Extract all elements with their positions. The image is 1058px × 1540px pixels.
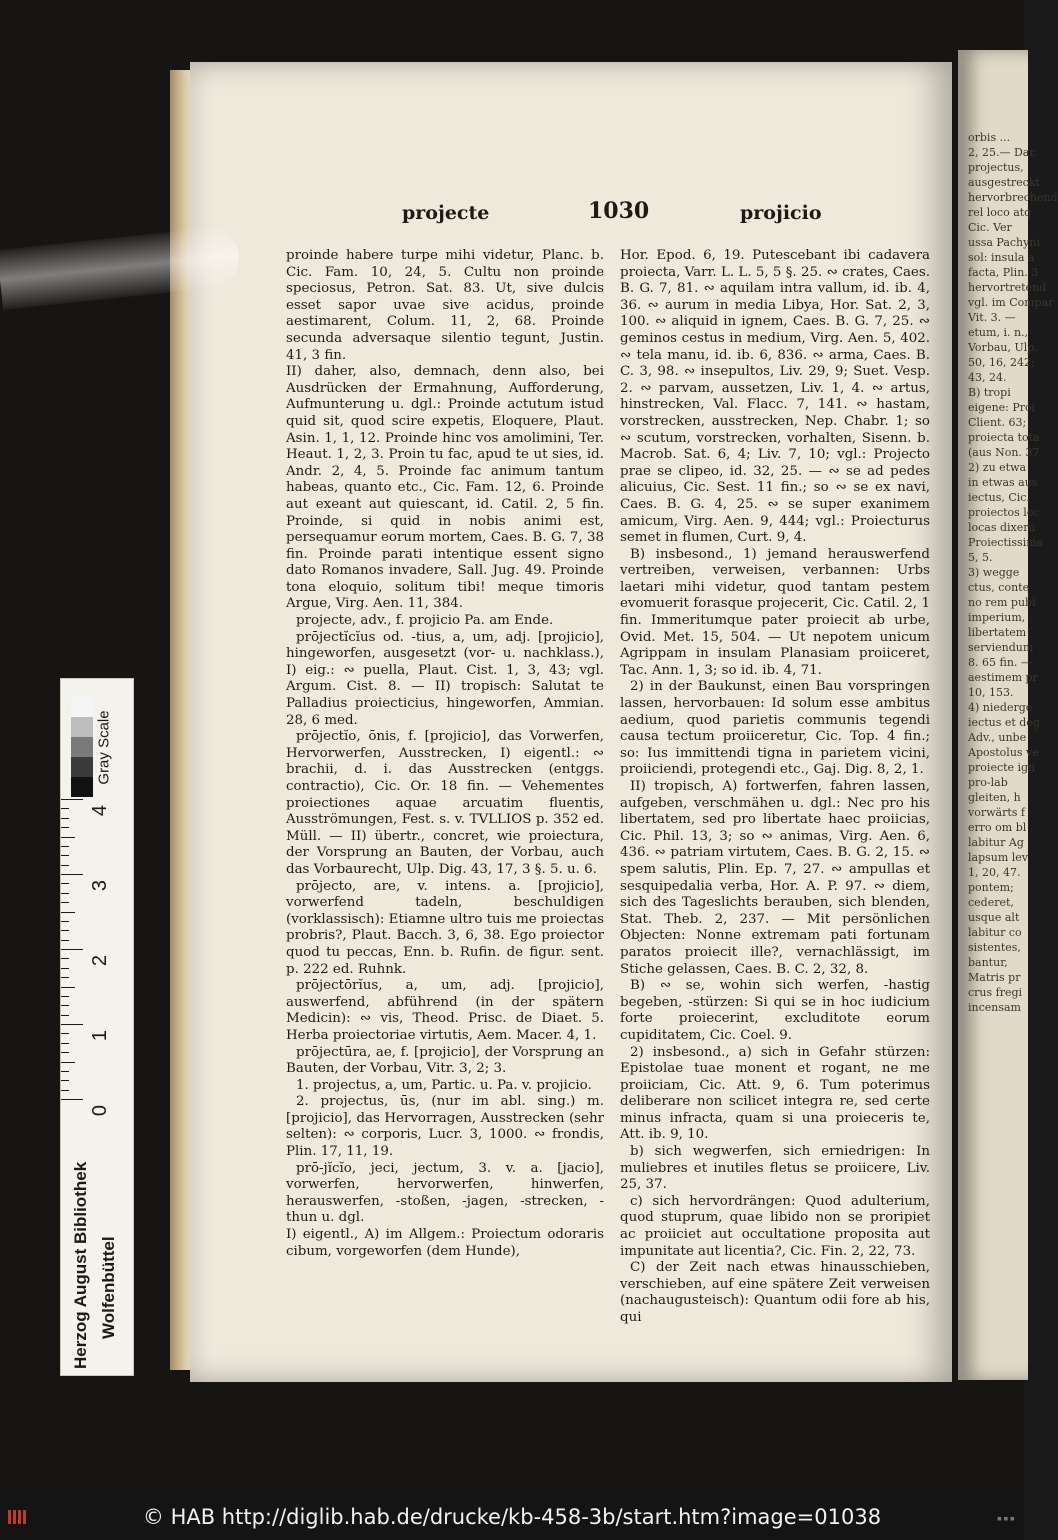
next-page-fragment: rel loco atq bbox=[968, 206, 1032, 219]
color-reference-ruler bbox=[60, 678, 134, 1376]
next-page-fragment: 10, 153. bbox=[968, 686, 1014, 699]
next-page-fragment: Adv., unbe bbox=[968, 731, 1027, 744]
next-page-fragment: ctus, conte bbox=[968, 581, 1030, 594]
next-page-fragment: crus fregi bbox=[968, 986, 1023, 999]
next-page-fragment: vorwärts f bbox=[968, 806, 1025, 819]
entry-paragraph: 2. projectus, ūs, (nur im abl. sing.) m. [projicio], das Hervorragen, Ausstrecken (sehr selten): ∾ corporis, Lucr. 3, 1000. ∾ frondis, Plin. 17, 11, 19. bbox=[286, 1094, 604, 1160]
entry-paragraph: C) der Zeit nach etwas hinausschieben, verschieben, auf eine spätere Zeit verweisen (nachaugusteisch): Quantum odii fore ab his, qui bbox=[620, 1260, 930, 1325]
entry-paragraph: prōjectĭo, ōnis, f. [projicio], das Vorwerfen, Hervorwerfen, Ausstrecken, I) eigentl.: ∾ brachii, d. i. das Ausstrecken (entggs. contractio), Cic. Or. 18 fin. — Vehementes proiectiones aquae arcuatim fluentis, Ausströmungen, Fest. s. v. TVLLIOS p. 352 ed. Müll. — II) übertr., concret, wie proiectura, der Vorsprung an Bauten, der Vorbau, auch das Vorbaurecht, Ulp. Dig. 43, 17, 3 §. 5. u. 6. bbox=[286, 729, 604, 877]
next-page-fragment: 3) wegge bbox=[968, 566, 1020, 579]
scale-number: 2 bbox=[89, 954, 112, 967]
next-page-fragment: proiectos loc bbox=[968, 506, 1040, 519]
next-page-fragment: iectus et deg bbox=[968, 716, 1040, 729]
scale-tick bbox=[61, 808, 69, 809]
scale-tick bbox=[61, 1080, 69, 1081]
page-number: 1030 bbox=[588, 198, 650, 224]
next-page-fragment: 1, 20, 47. bbox=[968, 866, 1021, 879]
scale-tick bbox=[61, 921, 69, 922]
scale-tick bbox=[61, 855, 69, 856]
scale-tick bbox=[61, 902, 69, 903]
entry-paragraph: prōjectōrĭus, a, um, adj. [projicio], auswerfend, abführend (in der spätern Medicin): ∾ vis, Theod. Prisc. de Diaet. 5. Herba proiectoriae virtutis, Aem. Macer. 4, 1. bbox=[286, 978, 604, 1043]
entry-paragraph: II) tropisch, A) fortwerfen, fahren lassen, aufgeben, verschmähen u. dgl.: Nec pro his libertatem, sed pro libertate haec proiicias, Cic. Phil. 13, 3; so ∾ animas, Virg. Aen. 6, 436. ∾ patriam virtutem, Caes. B. G. 2, 15. ∾ spem salutis, Plin. Ep. 7, 27. ∾ ampullas et sesquipedalia verba, Hor. A. P. 97. ∾ diem, sich des Tageslichts berauben, sich blenden, Stat. Theb. 2, 237. — Mit persönlichen Objecten: Nonne extremam pati fortunam paratos proiecit ille?, vernachlässigt, im Stiche gelassen, Caes. B. C. 2, 32, 8. bbox=[620, 779, 930, 977]
scale-tick bbox=[61, 846, 69, 847]
scale-tick bbox=[61, 827, 69, 828]
next-page-fragment: hervorbrechend bbox=[968, 191, 1058, 204]
next-page-fragment: B) tropi bbox=[968, 386, 1011, 399]
next-page-fragment: bantur, bbox=[968, 956, 1008, 969]
next-page-fragment: gleiten, h bbox=[968, 791, 1021, 804]
scale-number: 0 bbox=[89, 1104, 112, 1117]
next-page-fragment: 8. 65 fin. — bbox=[968, 656, 1032, 669]
next-page-fragment: labitur co bbox=[968, 926, 1022, 939]
next-page-fragment: Proiectissima bbox=[968, 536, 1044, 549]
next-page-fragment: etum, i. n., bbox=[968, 326, 1029, 339]
dictionary-page bbox=[190, 62, 952, 1382]
left-column bbox=[286, 248, 604, 1260]
scale-tick bbox=[61, 912, 75, 913]
entry-paragraph: Hor. Epod. 6, 19. Putescebant ibi cadavera proiecta, Varr. L. L. 5, 5 §. 25. ∾ crates, Caes. B. G. 7, 81. ∾ aquilam intra vallum, id. ib. 4, 36. ∾ aurum in media Libya, Hor. Sat. 2, 3, 100. ∾ aliquid in ignem, Caes. B. G. 7, 25. ∾ geminos cestus in medium, Virg. Aen. 5, 402. ∾ tela manu, id. ib. 6, 836. ∾ arma, Caes. B. C. 3, 98. ∾ insepultos, Liv. 29, 9; Suet. Vesp. 2. ∾ parvam, aussetzen, Liv. 1, 4. ∾ artus, hinstrecken, Val. Flacc. 7, 141. ∾ hastam, vorstrecken, ausstrecken, Nep. Chabr. 1; so ∾ scutum, vorstrecken, vorhalten, Sisenn. b. Macrob. Sat. 6, 4; Liv. 7, 10; vgl.: Projecto prae se clipeo, id. 32, 25. — ∾ se ad pedes alicuius, Cic. Sest. 11 fin.; so ∾ se ex navi, Caes. B. G. 4, 25. ∾ se super exanimem amicum, Virg. Aen. 9, 444; vgl.: Proiecturus semet in flumen, Curt. 9, 4. bbox=[620, 248, 930, 546]
next-page-fragment: Vorbau, Ulp. bbox=[968, 341, 1038, 354]
scale-tick bbox=[61, 949, 83, 950]
next-page-fragment: locas dixeru bbox=[968, 521, 1036, 534]
next-page-fragment: facta, Plin. 3 bbox=[968, 266, 1039, 279]
next-page-fragment: sol: insula a bbox=[968, 251, 1035, 264]
scale-tick bbox=[61, 1099, 83, 1100]
copyright-url[interactable]: © HAB http://diglib.hab.de/drucke/kb-458-3b/start.htm?image=01038 bbox=[142, 1505, 882, 1529]
library-location: Wolfenbüttel bbox=[99, 1236, 118, 1339]
next-page-fragment: aestimem pr bbox=[968, 671, 1038, 684]
entry-paragraph: prōjecto, are, v. intens. a. [projicio], vorwerfend tadeln, beschuldigen (vorklassisch): Etiamne ultro tuis me proiectas probris?, Plaut. Bacch. 3, 6, 38. Ego proiector quod tu peccas, Enn. b. Rufin. de figur. sent. p. 222 ed. Ruhnk. bbox=[286, 878, 604, 977]
next-page-edge bbox=[958, 50, 1058, 1380]
scale-tick bbox=[61, 1052, 69, 1053]
next-page-fragment: orbis ... bbox=[968, 131, 1011, 144]
next-page-fragment: in etwas aus bbox=[968, 476, 1038, 489]
next-page-fragment: 2, 25.— Dar. bbox=[968, 146, 1037, 159]
entry-paragraph: 2) insbesond., a) sich in Gefahr stürzen: Epistolae tuae monent et rogant, ne me proiiciam, Cic. Att. 9, 6. Tum poterimus deliberare non scilicet integra re, sed certe minus infracta, quam si una proieceris te, Att. ib. 9, 10. bbox=[620, 1044, 930, 1143]
entry-paragraph: b) sich wegwerfen, sich erniedrigen: In muliebres et inutiles fletus se proiicere, Liv. 25, 37. bbox=[620, 1144, 930, 1193]
scale-tick bbox=[61, 968, 69, 969]
scale-tick bbox=[61, 1015, 69, 1016]
entry-paragraph: B) insbesond., 1) jemand herauswerfend vertreiben, verweisen, verbannen: Urbs laetari mihi videtur, quod tantam pestem evomuerit forasque projecerit, Cic. Catil. 2, 1 fin. Immeritumque pater proiecit ab urbe, Ovid. Met. 15, 504. — Ut nepotem unicum Agrippam in insulam Planasiam proiiceret, Tac. Ann. 1, 3; so id. ib. 4, 71. bbox=[620, 546, 930, 678]
scale-tick bbox=[61, 1090, 69, 1091]
next-page-fragment: iectus, Cic. bbox=[968, 491, 1030, 504]
scale-tick bbox=[61, 940, 69, 941]
next-page-fragment: proiecta tota bbox=[968, 431, 1040, 444]
scale-number: 1 bbox=[89, 1029, 112, 1042]
scale-number: 4 bbox=[89, 804, 112, 817]
scale-tick bbox=[61, 837, 75, 838]
scale-tick bbox=[61, 1005, 69, 1006]
next-page-fragment: Vit. 3. — bbox=[968, 311, 1016, 324]
next-page-fragment: imperium, bbox=[968, 611, 1026, 624]
scale-tick bbox=[61, 996, 69, 997]
next-page-fragment: projectus, bbox=[968, 161, 1024, 174]
next-page-fragment: incensam bbox=[968, 1001, 1021, 1014]
scale-tick bbox=[61, 865, 69, 866]
scale-tick bbox=[61, 987, 75, 988]
next-page-fragment: Client. 63; bbox=[968, 416, 1027, 429]
scale-tick bbox=[61, 1024, 83, 1025]
gray-scale-label: Gray Scale bbox=[95, 709, 113, 785]
scale-tick bbox=[61, 1062, 75, 1063]
next-page-fragment: Matris pr bbox=[968, 971, 1021, 984]
scale-number: 3 bbox=[89, 879, 112, 892]
next-page-fragment: 50, 16, 242; bbox=[968, 356, 1035, 369]
scale-tick bbox=[61, 1071, 69, 1072]
entry-paragraph: projecte, adv., f. projicio Pa. am Ende. bbox=[296, 613, 554, 629]
next-page-fragment: serviendum bbox=[968, 641, 1034, 654]
entry-paragraph: prōjectūra, ae, f. [projicio], der Vorsprung an Bauten, der Vorbau, Vitr. 3, 2; 3. bbox=[286, 1044, 604, 1077]
entry-paragraph: B) ∾ se, wohin sich werfen, -hastig begeben, -stürzen: Si qui se in hoc iudicium forte proiecerint, excluditote eorum cupiditatem, Cic. Coel. 9. bbox=[620, 978, 930, 1043]
next-page-fragment: Apostolus ve bbox=[968, 746, 1039, 759]
next-page-fragment: 43, 24. bbox=[968, 371, 1007, 384]
scale-tick bbox=[61, 799, 83, 800]
next-page-fragment: (aus Non. 37 bbox=[968, 446, 1040, 459]
next-page-fragment: proiecte ign bbox=[968, 761, 1036, 774]
next-page-fragment: pontem; bbox=[968, 881, 1014, 894]
entry-paragraph: c) sich hervordrängen: Quod adulterium, quod stuprum, quae libido non se proripiet ac proiiciet aut occultatione proposita aut impunitate aut licentia?, Cic. Fin. 2, 22, 73. bbox=[620, 1193, 930, 1259]
next-page-fragment: ussa Pachyni bbox=[968, 236, 1040, 249]
footer-bar bbox=[0, 1496, 1024, 1540]
decoration-dots: ▪▪▪ bbox=[996, 1514, 1016, 1524]
next-page-fragment: eigene: Proi bbox=[968, 401, 1036, 414]
entry-paragraph: II) daher, also, demnach, denn also, bei Ausdrücken der Ermahnung, Aufforderung, Aufmunterung u. dgl.: Proinde actutum istud quid sit, quod scire expetis, Eloquere, Plaut. Asin. 1, 1, 12. Proinde hinc vos amolimini, Ter. Heaut. 1, 2, 3. Proin tu fac, apud te ut sies, id. Andr. 2, 4, 5. Proinde fac animum tantum habeas, quanto etc., Cic. Fam. 12, 6. Proinde aut exeant aut quiescant, id. Catil. 2, 5 fin. Proinde, si quid in nobis animi est, persequamur eorum mortem, Caes. B. G. 7, 38 fin. Proinde parati intentique essent signo dato Romanos invadere, Sall. Jug. 49. Proinde tona eloquio, solitum tibi! meque timoris Argue, Virg. Aen. 11, 384. bbox=[286, 364, 604, 612]
next-page-fragment: Cic. Ver bbox=[968, 221, 1012, 234]
next-page-fragment: erro om bl bbox=[968, 821, 1027, 834]
entry-paragraph: 1. projectus, a, um, Partic. u. Pa. v. projicio. bbox=[296, 1077, 592, 1093]
next-page-fragment: hervortretend bbox=[968, 281, 1047, 294]
scale-tick bbox=[61, 818, 69, 819]
next-page-fragment: labitur Ag bbox=[968, 836, 1024, 849]
next-page-fragment: sistentes, bbox=[968, 941, 1021, 954]
running-header bbox=[190, 198, 952, 232]
scale-tick bbox=[61, 930, 69, 931]
ruler-scale bbox=[61, 799, 133, 1129]
next-page-fragment: libertatem bbox=[968, 626, 1027, 639]
next-page-text bbox=[968, 130, 1058, 1015]
entry-paragraph: prō-jĭcĭo, jeci, jectum, 3. v. a. [jacio], vorwerfen, hervorwerfen, hinwerfen, herauswerfen, -stoßen, -jagen, -strecken, -thun u. dgl. bbox=[286, 1160, 604, 1226]
next-page-fragment: lapsum lev bbox=[968, 851, 1029, 864]
next-page-fragment: ausgestreckt bbox=[968, 176, 1040, 189]
next-page-fragment: vgl. im Compar bbox=[968, 296, 1054, 309]
next-page-fragment: cederet, bbox=[968, 896, 1014, 909]
next-page-fragment: 2) zu etwa bbox=[968, 461, 1027, 474]
entry-paragraph: 2) in der Baukunst, einen Bau vorspringen lassen, hervorbauen: Id solum esse ambitus aedium, quod parietis communis tegendi causa tectum proiiceretur, Cic. Top. 4 fin.; so: Ius immittendi tigna in parietem vicini, proiiciendi, protegendi etc., Gaj. Dig. 8, 2, 1. bbox=[620, 679, 930, 778]
next-page-fragment: 4) niederge bbox=[968, 701, 1033, 714]
headword-right: projicio bbox=[740, 202, 822, 224]
next-page-fragment: 5, 5. bbox=[968, 551, 993, 564]
scale-tick bbox=[61, 883, 69, 884]
next-page-fragment: no rem publ bbox=[968, 596, 1036, 609]
library-name: Herzog August Bibliothek bbox=[71, 1161, 90, 1369]
headword-left: projecte bbox=[402, 202, 490, 224]
scale-tick bbox=[61, 1043, 69, 1044]
scale-tick bbox=[61, 958, 69, 959]
scale-tick bbox=[61, 1033, 69, 1034]
entry-paragraph: proinde habere turpe mihi videtur, Planc. b. Cic. Fam. 10, 24, 5. Cultu non proinde speciosus, Petron. Sat. 83. Ut, sive dulcis esset sapor uvae sive acidus, proinde aestimarent, Colum. 11, 2, 68. Proinde secunda adversaque silentio tegunt, Justin. 41, 3 fin. bbox=[286, 248, 604, 363]
entry-paragraph: prōjectĭcĭus od. -tius, a, um, adj. [projicio], hingeworfen, ausgesetzt (vor- u. nachklass.), I) eig.: ∾ puella, Plaut. Cist. 1, 3, 43; vgl. Argum. Cist. 8. — II) tropisch: Salutat te Palladius proiecticius, hingeworfen, Ammian. 28, 6 med. bbox=[286, 629, 604, 728]
next-page-fragment: usque alt bbox=[968, 911, 1020, 924]
library-label bbox=[61, 1119, 133, 1375]
scale-tick bbox=[61, 893, 69, 894]
scale-tick bbox=[61, 874, 83, 875]
scale-tick bbox=[61, 977, 69, 978]
right-column bbox=[620, 248, 930, 1327]
entry-paragraph: I) eigentl., A) im Allgem.: Proiectum odoraris cibum, vorgeworfen (dem Hunde), bbox=[286, 1227, 604, 1259]
next-page-fragment: pro-lab bbox=[968, 776, 1008, 789]
